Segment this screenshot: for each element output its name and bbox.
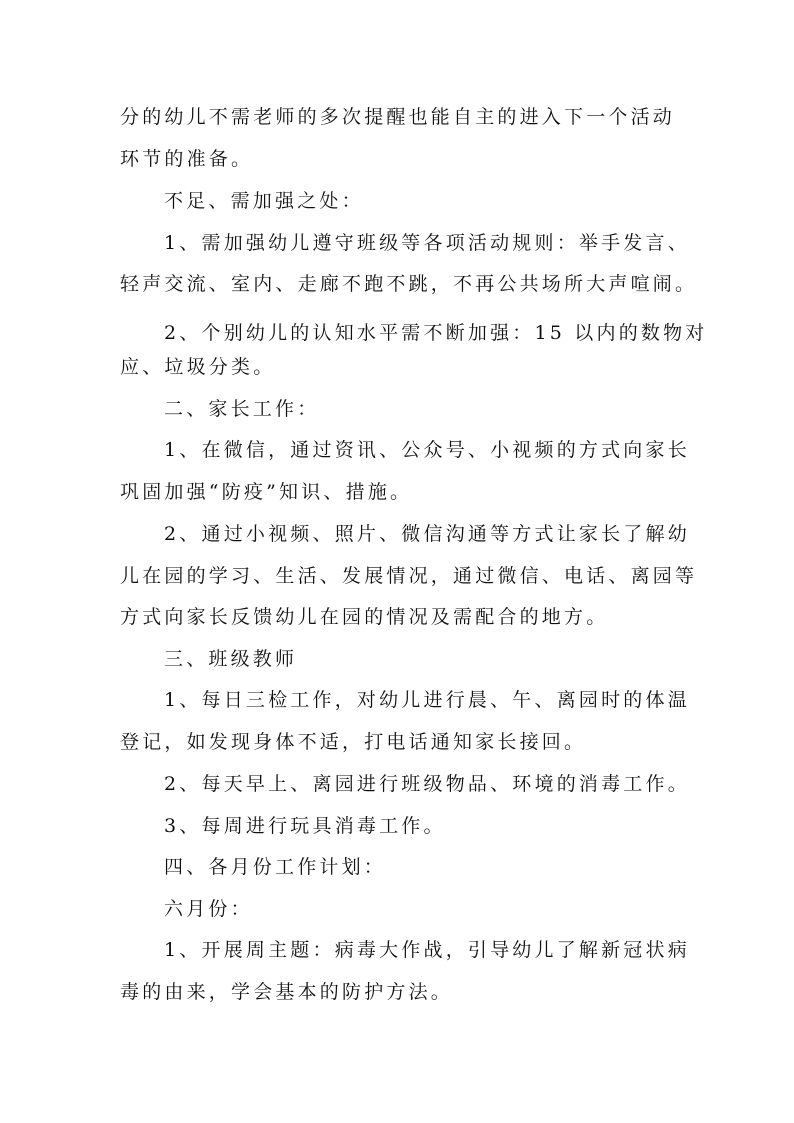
text-line: 环节的准备。 [120, 148, 254, 170]
text-line: 登记，如发现身体不适，打电话通知家长接回。 [120, 731, 587, 753]
list-item: 2、通过小视频、照片、微信沟通等方式让家长了解幼 [164, 523, 690, 545]
section-heading: 四、各月份工作计划： [164, 856, 387, 878]
text-line: 方式向家长反馈幼儿在园的情况及需配合的地方。 [120, 606, 609, 628]
section-heading: 不足、需加强之处： [164, 190, 364, 212]
list-item: 2、个别幼儿的认知水平需不断加强：15 以内的数物对 [164, 322, 708, 344]
list-item: 1、每日三检工作，对幼儿进行晨、午、离园时的体温 [164, 689, 690, 711]
list-item: 1、开展周主题：病毒大作战，引导幼儿了解新冠状病 [164, 939, 690, 961]
list-item: 1、需加强幼儿遵守班级等各项活动规则：举手发言、 [164, 232, 690, 254]
text-line: 巩固加强“防疫”知识、措施。 [120, 481, 413, 503]
section-heading: 三、班级教师 [164, 648, 298, 670]
subheading: 六月份： [164, 898, 253, 920]
text-line: 轻声交流、室内、走廊不跑不跳，不再公共场所大声喧闹。 [120, 273, 698, 295]
list-item: 2、每天早上、离园进行班级物品、环境的消毒工作。 [164, 773, 690, 795]
list-item: 1、在微信，通过资讯、公众号、小视频的方式向家长 [164, 439, 690, 461]
text-line: 毒的由来，学会基本的防护方法。 [120, 981, 454, 1003]
list-item: 3、每周进行玩具消毒工作。 [164, 815, 446, 837]
text-line: 分的幼儿不需老师的多次提醒也能自主的进入下一个活动 [120, 106, 676, 128]
section-heading: 二、家长工作： [164, 398, 320, 420]
text-line: 儿在园的学习、生活、发展情况，通过微信、电话、离园等 [120, 565, 698, 587]
text-line: 应、垃圾分类。 [120, 356, 276, 378]
